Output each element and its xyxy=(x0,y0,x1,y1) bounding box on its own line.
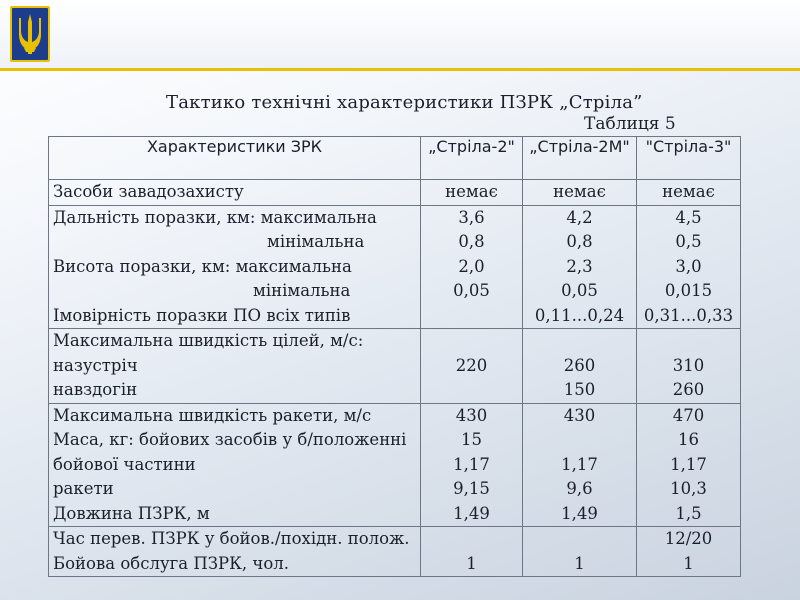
header-accent-line xyxy=(0,68,800,71)
cell-value: немає xyxy=(445,182,498,201)
cell-value xyxy=(421,329,522,354)
cell-value: 220 xyxy=(455,355,488,375)
row-label: Довжина ПЗРК, м xyxy=(53,503,210,523)
cell-value: 3,0 xyxy=(675,256,702,276)
cell-value: 310 xyxy=(672,355,705,375)
row-label: назустріч xyxy=(53,355,138,375)
row-label: навздогін xyxy=(53,380,138,399)
cell-value: 1 xyxy=(574,553,585,573)
row-label: Дальність поразки, км: максимальна xyxy=(53,207,377,227)
cell-value: 15 xyxy=(461,430,482,449)
table-row xyxy=(49,403,741,527)
cell-value: 9,15 xyxy=(453,479,490,498)
row-label: Час перев. ПЗРК у бойов./похідн. полож. xyxy=(53,529,410,548)
column-header: „Стріла-2" xyxy=(421,137,523,180)
cell-value: 16 xyxy=(678,430,699,449)
cell-value: 1,17 xyxy=(561,454,598,474)
table-row xyxy=(49,205,741,329)
slide-header-bar xyxy=(0,0,800,68)
trident-emblem-icon xyxy=(8,4,52,64)
cell-value: 1,5 xyxy=(675,503,702,523)
cell-value: 9,6 xyxy=(566,479,593,498)
cell-value: 0,8 xyxy=(458,232,485,251)
cell-value: 1,17 xyxy=(670,454,707,474)
cell-value xyxy=(523,428,636,453)
row-label: Маса, кг: бойових засобів у б/положенні xyxy=(53,430,407,449)
cell-value: 2,3 xyxy=(566,256,593,276)
cell-value: 0,11...0,24 xyxy=(534,305,625,325)
cell-value: 150 xyxy=(563,380,596,399)
cell-value: 430 xyxy=(455,405,488,425)
cell-value xyxy=(421,527,522,552)
cell-value xyxy=(421,378,522,403)
cell-value: 0,05 xyxy=(453,281,490,300)
row-label: Максимальна швидкість ракети, м/с xyxy=(53,405,372,425)
table-row xyxy=(49,329,741,404)
row-label: Імовірність поразки ПО всіх типів xyxy=(53,305,351,325)
cell-value: 2,0 xyxy=(458,256,485,276)
cell-value: 1,17 xyxy=(453,454,490,474)
cell-value: 4,2 xyxy=(566,207,593,227)
cell-value: 10,3 xyxy=(670,479,707,498)
row-label: Висота поразки, км: максимальна xyxy=(53,256,352,276)
column-header: Характеристики ЗРК xyxy=(49,137,421,180)
cell-value: 0,31...0,33 xyxy=(643,305,734,325)
cell-value xyxy=(523,527,636,552)
cell-value: 260 xyxy=(672,380,705,399)
cell-value: 0,8 xyxy=(566,232,593,251)
table-row xyxy=(49,180,741,206)
table-caption: Таблиця 5 xyxy=(584,114,676,134)
cell-value: 430 xyxy=(563,405,596,425)
row-label: бойової частини xyxy=(53,454,196,474)
row-label: Засоби завадозахисту xyxy=(53,182,244,201)
cell-value: 1,49 xyxy=(453,503,490,523)
cell-value: 0,5 xyxy=(675,232,702,251)
cell-value: 470 xyxy=(672,405,705,425)
slide-title: Тактико технічні характеристики ПЗРК „Стріла” xyxy=(166,92,643,113)
column-header: „Стріла-2М" xyxy=(523,137,637,180)
cell-value xyxy=(421,304,522,329)
row-label: Максимальна швидкість цілей, м/с: xyxy=(53,331,364,350)
cell-value: 4,5 xyxy=(675,207,702,227)
row-label: мінімальна xyxy=(253,281,351,300)
cell-value: 1,49 xyxy=(561,503,598,523)
table-row xyxy=(49,527,741,577)
cell-value: немає xyxy=(553,182,606,201)
row-label: ракети xyxy=(53,479,114,498)
cell-value: немає xyxy=(662,182,715,201)
specs-table xyxy=(48,136,741,577)
cell-value: 0,015 xyxy=(664,281,713,300)
cell-value: 1 xyxy=(683,553,694,573)
cell-value xyxy=(637,329,740,354)
cell-value: 12/20 xyxy=(664,529,713,548)
cell-value xyxy=(523,329,636,354)
row-label: мінімальна xyxy=(267,232,365,251)
cell-value: 260 xyxy=(563,355,596,375)
cell-value: 3,6 xyxy=(458,207,485,227)
cell-value: 0,05 xyxy=(561,281,598,300)
column-header: "Стріла-3" xyxy=(637,137,741,180)
cell-value: 1 xyxy=(466,553,477,573)
table-header-row xyxy=(49,137,741,180)
row-label: Бойова обслуга ПЗРК, чол. xyxy=(53,553,289,573)
